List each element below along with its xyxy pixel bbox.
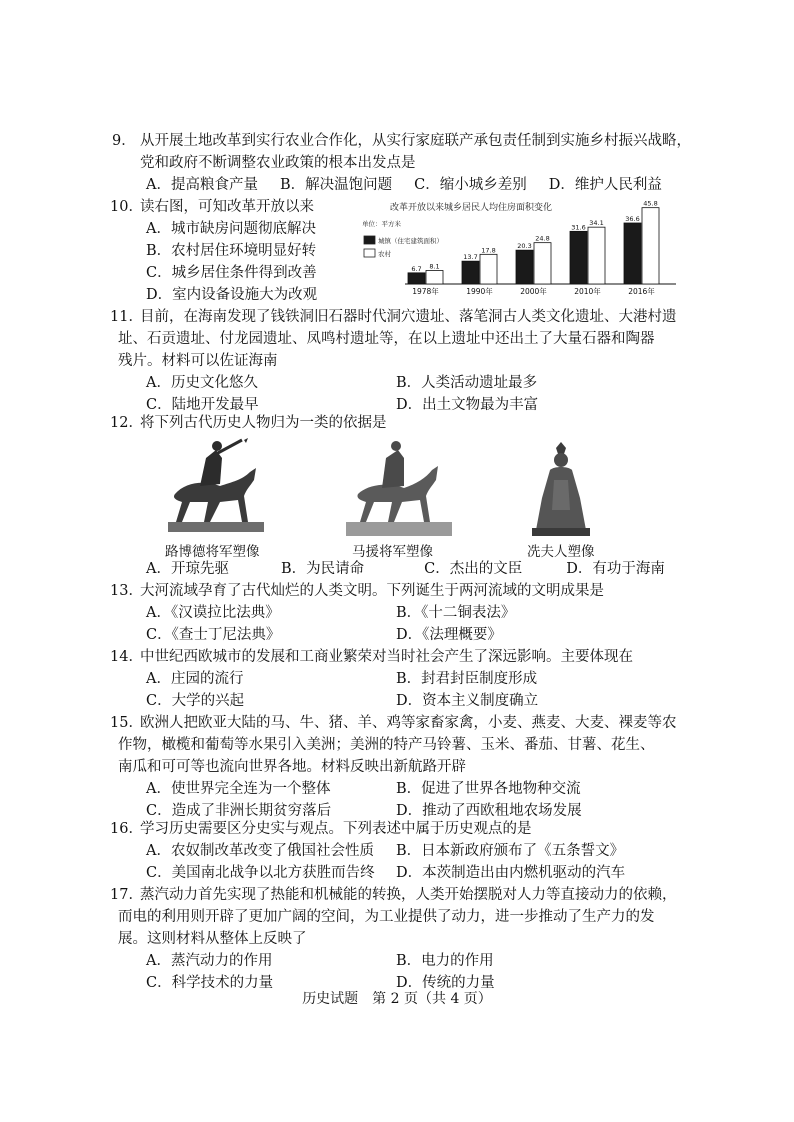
stem-line: 目前，在海南发现了钱铁洞旧石器时代洞穴遗址、落笔洞古人类文化遗址、大港村遗: [140, 309, 677, 325]
option-b[interactable]: B．解决温饱问题: [279, 177, 393, 193]
question-stem: [118, 196, 358, 218]
question-16: [110, 818, 678, 884]
question-stem: [118, 412, 678, 434]
bar-urban-1978年: [408, 273, 425, 284]
statue-caption: 马援将军塑像: [352, 544, 433, 560]
option-a[interactable]: A．《汉谟拉比法典》: [146, 605, 280, 621]
bar-rural-1978年: [426, 271, 443, 285]
option-group: [118, 778, 678, 822]
option-c[interactable]: C．造成了非洲长期贫穷落后: [146, 803, 332, 819]
option-c[interactable]: C．陆地开发最早: [146, 397, 259, 413]
legend-label-rural: 农村: [378, 250, 391, 258]
option-d[interactable]: D．《法理概要》: [396, 627, 502, 643]
option-d[interactable]: D．推动了西欧租地农场发展: [396, 803, 582, 819]
option-group: [118, 372, 678, 416]
chart-title: 改革开放以来城乡居民人均住房面积变化: [390, 203, 553, 213]
option-d[interactable]: D．本茨制造出由内燃机驱动的汽车: [396, 865, 626, 881]
question-12-options: [118, 558, 678, 580]
option-group: [118, 558, 678, 580]
option-c[interactable]: C．大学的兴起: [146, 693, 245, 709]
stem-line: 读右图，可知改革开放以来: [140, 199, 314, 215]
question-10: [110, 196, 358, 306]
option-a[interactable]: A．提高粮食产量: [146, 177, 258, 193]
stem-line: 残片。材料可以佐证海南: [118, 353, 278, 369]
data-label: 17.8: [481, 246, 496, 255]
option-a[interactable]: A．庄园的流行: [146, 671, 244, 687]
option-d[interactable]: D．室内设备设施大为改观: [146, 287, 318, 303]
question-stem: [118, 306, 678, 372]
option-a[interactable]: A．使世界完全连为一个整体: [146, 781, 331, 797]
question-11: [110, 306, 678, 416]
option-d[interactable]: D．资本主义制度确立: [396, 693, 539, 709]
option-b[interactable]: B．农村居住环境明显好转: [146, 243, 317, 259]
question-number: 17．: [110, 887, 143, 903]
option-b[interactable]: B．封君封臣制度形成: [396, 671, 538, 687]
option-group: [118, 602, 678, 646]
option-b[interactable]: B．日本新政府颁布了《五条誓文》: [396, 843, 625, 859]
option-c[interactable]: C．杰出的文臣: [424, 561, 523, 577]
question-number: 16．: [110, 821, 143, 837]
option-group: [118, 840, 678, 884]
x-tick-label: 1990年: [466, 287, 493, 296]
legend-swatch-urban: [364, 236, 375, 244]
x-tick-label: 2016年: [628, 287, 655, 296]
option-group: [118, 174, 678, 196]
question-12: [110, 412, 678, 434]
question-number: 14．: [110, 649, 143, 665]
question-number: 13．: [110, 583, 143, 599]
question-stem: [118, 818, 678, 840]
stem-line: 大河流域孕育了古代灿烂的人类文明。下列诞生于两河流域的文明成果是: [140, 583, 604, 599]
stem-line: 中世纪西欧城市的发展和工商业繁荣对当时社会产生了深远影响。主要体现在: [140, 649, 633, 665]
question-17: [110, 884, 678, 994]
bar-urban-1990年: [462, 261, 479, 284]
x-tick-label: 2010年: [574, 287, 601, 296]
option-a[interactable]: A．开琼先驱: [146, 561, 229, 577]
page-footer: 历史试题 第 2 页（共 4 页）: [302, 991, 492, 1007]
stem-line: 从开展土地改革到实行农业合作化，从实行家庭联产承包责任制到实施乡村振兴战略，: [140, 133, 691, 149]
question-stem: [118, 130, 691, 174]
data-label: 24.8: [535, 234, 550, 243]
question-number: 15．: [110, 715, 143, 731]
x-tick-label: 2000年: [520, 287, 547, 296]
lu-bode-statue-image: [160, 436, 270, 536]
option-a[interactable]: A．蒸汽动力的作用: [146, 953, 273, 969]
bar-rural-2010年: [588, 227, 605, 284]
option-c[interactable]: C．《查士丁尼法典》: [146, 627, 281, 643]
question-number: 10．: [110, 199, 143, 215]
stem-line: 学习历史需要区分史实与观点。下列表述中属于历史观点的是: [140, 821, 532, 837]
stem-line: 作物，橄榄和葡萄等水果引入美洲；美洲的特产马铃薯、玉米、番茄、甘薯、花生、: [118, 737, 655, 753]
stem-line: 欧洲人把欧亚大陆的马、牛、猪、羊、鸡等家畜家禽，小麦、燕麦、大麦、裸麦等农: [140, 715, 677, 731]
question-stem: [118, 884, 678, 950]
bar-rural-2000年: [534, 243, 551, 284]
bar-urban-2000年: [516, 250, 533, 284]
stem-line: 而电的利用则开辟了更加广阔的空间，为工业提供了动力，进一步推动了生产力的发: [118, 909, 655, 925]
option-a[interactable]: A．城市缺房问题彻底解决: [146, 221, 316, 237]
statue-caption: 路博德将军塑像: [165, 544, 260, 560]
data-label: 45.8: [643, 199, 658, 208]
housing-area-bar-chart: [360, 198, 690, 308]
question-number: 9．: [112, 133, 136, 149]
option-group: [118, 218, 358, 306]
bar-urban-2010年: [570, 231, 587, 284]
bar-rural-1990年: [480, 254, 497, 284]
stem-line: 蒸汽动力首先实现了热能和机械能的转换，人类开始摆脱对人力等直接动力的依赖，: [140, 887, 677, 903]
lady-xian-statue-image: [528, 440, 594, 538]
legend-swatch-rural: [364, 249, 375, 257]
bar-rural-2016年: [642, 208, 659, 284]
question-number: 11．: [110, 309, 143, 325]
data-label: 8.1: [429, 262, 440, 271]
option-d[interactable]: D．有功于海南: [566, 561, 665, 577]
stem-line: 址、石贡遗址、付龙园遗址、凤鸣村遗址等，在以上遗址中还出土了大量石器和陶器: [118, 331, 655, 347]
option-b[interactable]: B．人类活动遗址最多: [396, 375, 538, 391]
stem-line: 党和政府不断调整农业政策的根本出发点是: [140, 155, 416, 171]
data-label: 31.6: [571, 223, 586, 232]
legend-label-urban: 城镇（住宅建筑面积）: [378, 237, 443, 245]
data-label: 20.3: [517, 242, 532, 251]
question-9: [112, 130, 691, 196]
option-group: [118, 668, 678, 712]
question-stem: [118, 646, 678, 668]
x-tick-label: 1978年: [412, 287, 439, 296]
stem-line: 将下列古代历史人物归为一类的依据是: [140, 415, 387, 431]
option-c[interactable]: C．城乡居住条件得到改善: [146, 265, 317, 281]
option-c[interactable]: C．美国南北战争以北方获胜而告终: [146, 865, 375, 881]
question-number: 12．: [110, 415, 143, 431]
option-d[interactable]: D．传统的力量: [396, 975, 495, 991]
option-b[interactable]: B．《十二铜表法》: [396, 605, 516, 621]
stem-line: 南瓜和可可等也流向世界各地。材料反映出新航路开辟: [118, 759, 466, 775]
data-label: 36.6: [625, 215, 640, 223]
question-15: [110, 712, 678, 822]
bar-urban-2016年: [624, 223, 641, 284]
question-stem: [118, 712, 678, 778]
option-c[interactable]: C．科学技术的力量: [146, 975, 274, 991]
data-label: 6.7: [411, 264, 422, 273]
statue-caption: 冼夫人塑像: [527, 544, 595, 560]
bar-group: [408, 200, 659, 296]
question-13: [110, 580, 678, 646]
stem-line: 展。这则材料从整体上反映了: [118, 931, 307, 947]
option-b[interactable]: B．电力的作用: [396, 953, 494, 969]
option-a[interactable]: A．农奴制改革改变了俄国社会性质: [146, 843, 374, 859]
option-d[interactable]: D．出土文物最为丰富: [396, 397, 539, 413]
question-stem: [118, 580, 678, 602]
option-b[interactable]: B．为民请命: [280, 561, 365, 577]
option-a[interactable]: A．历史文化悠久: [146, 375, 258, 391]
chart-unit-label: 单位：平方米: [362, 220, 401, 228]
question-14: [110, 646, 678, 712]
option-d[interactable]: D．维护人民利益: [548, 177, 662, 193]
option-b[interactable]: B．促进了世界各地物种交流: [396, 781, 581, 797]
ma-yuan-statue-image: [346, 438, 452, 538]
data-label: 34.1: [589, 219, 604, 228]
option-c[interactable]: C．缩小城乡差别: [414, 177, 527, 193]
data-label: 13.7: [463, 253, 478, 262]
